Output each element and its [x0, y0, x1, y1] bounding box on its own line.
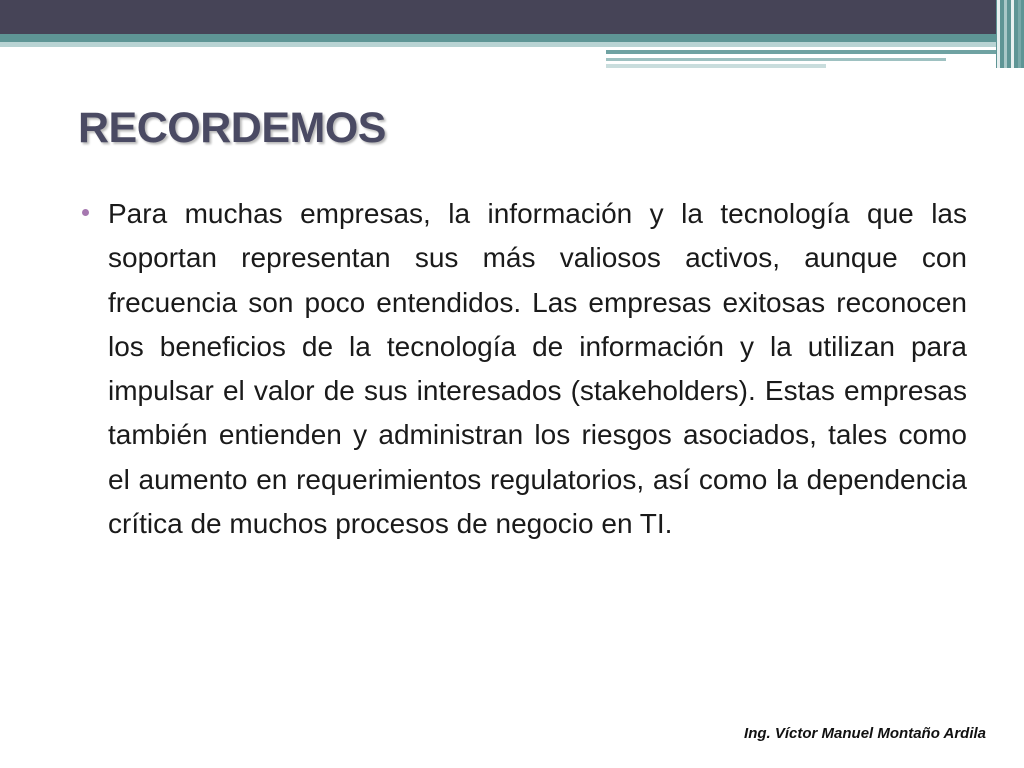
decorative-stripe: [1018, 0, 1021, 68]
header-dark-bar: [0, 0, 1024, 34]
decorative-stripe: [1004, 0, 1007, 68]
slide-title: RECORDEMOS: [78, 104, 386, 152]
decorative-stripe: [1011, 0, 1014, 68]
header-pale-stripe: [0, 42, 1024, 47]
bullet-item: [78, 192, 967, 546]
header-right-stripes: [997, 0, 1021, 68]
bullet-list: [78, 192, 967, 546]
bullet-text: Para muchas empresas, la información y la tecnología que las soportan representan sus más valiosos activos, aunque con frecuencia son poco entendidos. Las empresas exitosas reconocen los beneficios de la tecnología de información y la utilizan para impulsar el valor de sus interesados (stakeholders). Estas empresas también entienden y administran los riesgos asociados, tales como el aumento en requerimientos regulatorios, así como la dependencia crítica de muchos procesos de negocio en TI.: [108, 198, 967, 540]
bullet-dot-icon: [82, 209, 89, 216]
decorative-stripe: [997, 0, 1000, 68]
footer-author: Ing. Víctor Manuel Montaño Ardila: [744, 725, 986, 742]
header-accent-line: [606, 64, 826, 68]
header-accent-line: [606, 50, 1024, 54]
header-accent-line: [606, 58, 946, 61]
header-teal-stripe: [0, 34, 1024, 42]
